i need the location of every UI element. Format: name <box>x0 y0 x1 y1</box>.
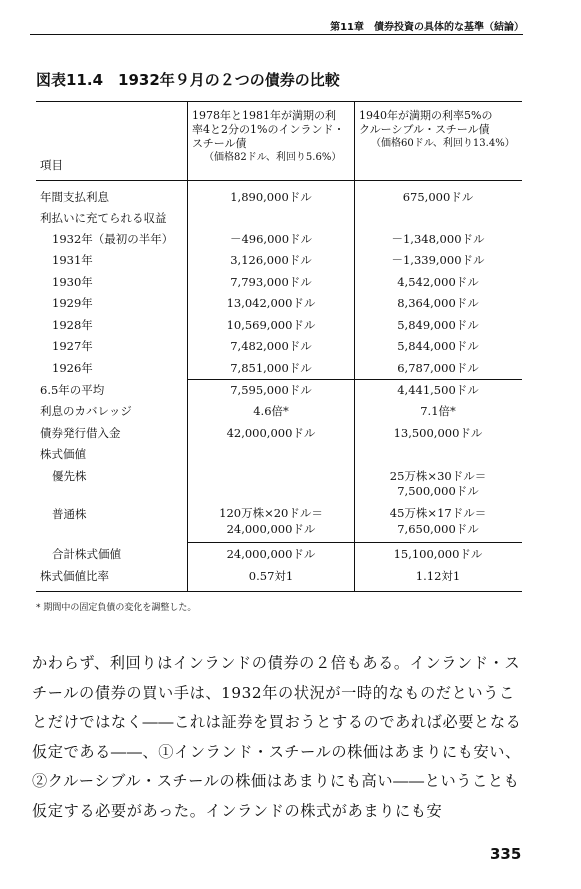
col1-value: 120万株×20ドル＝ <box>219 506 323 520</box>
row-label: 1930年 <box>52 275 93 289</box>
col1-value: 7,793,000ドル <box>230 275 312 289</box>
col1-header-line: 1978年と1981年が満期の利 <box>192 109 336 122</box>
col2-value: 15,100,000ドル <box>393 547 483 561</box>
table-header-rule <box>36 180 522 181</box>
col2-value: 4,542,000ドル <box>397 275 479 289</box>
running-header: 第11章 債券投資の具体的な基準（結論） <box>330 22 524 33</box>
col2-value: 6,787,000ドル <box>397 361 479 375</box>
item-header: 項目 <box>40 158 63 172</box>
col1-value: 4.6倍* <box>253 404 289 418</box>
col2-value: 45万株×17ドル＝ <box>389 506 487 520</box>
col1-value: 7,595,000ドル <box>230 383 312 397</box>
row-label: 1929年 <box>52 296 93 310</box>
col1-value: 24,000,000ドル <box>226 547 316 561</box>
col1-value: 0.57対1 <box>248 569 294 583</box>
col1-value: －496,000ドル <box>229 232 313 246</box>
col1-header-line: スチール債 <box>192 137 247 150</box>
page-number: 335 <box>490 845 522 863</box>
col2-value: 675,000ドル <box>402 190 474 204</box>
col1-header-line: 率4と2分の1%のインランド・ <box>192 123 345 136</box>
row-label: 株式価値比率 <box>40 569 109 583</box>
col1-value: 1,890,000ドル <box>230 190 312 204</box>
figure-title: 図表11.4 1932年９月の２つの債券の比較 <box>36 71 340 89</box>
col2-header-line: 1940年が満期の利率5%の <box>359 109 493 122</box>
col1-value: 24,000,000ドル <box>226 522 316 536</box>
row-label: 合計株式価値 <box>52 547 121 561</box>
row-label: 普通株 <box>52 507 87 521</box>
row-label: 6.5年の平均 <box>40 383 105 397</box>
col2-value: 4,441,500ドル <box>397 383 479 397</box>
row-label: 1926年 <box>52 361 93 375</box>
row-label: 利払いに充てられる収益 <box>40 211 167 225</box>
row-label: 年間支払利息 <box>40 190 109 204</box>
col2-value: 7,500,000ドル <box>397 484 479 498</box>
row-label: 1931年 <box>52 253 93 267</box>
col1-value: 7,482,000ドル <box>230 339 312 353</box>
col2-header-sub: （価格60ドル、利回り13.4%） <box>371 138 515 149</box>
col2-value: 25万株×30ドル＝ <box>389 469 487 483</box>
col2-value: 1.12対1 <box>415 569 461 583</box>
col2-header-line: クルーシブル・スチール債 <box>359 123 490 136</box>
table-top-rule <box>36 101 522 102</box>
col1-value: 3,126,000ドル <box>230 253 312 267</box>
col2-value: 5,849,000ドル <box>397 318 479 332</box>
row-label: 1928年 <box>52 318 93 332</box>
col2-value: 7,650,000ドル <box>397 522 479 536</box>
row-label: 株式価値 <box>40 447 86 461</box>
col1-header-sub: （価格82ドル、利回り5.6%） <box>204 152 342 163</box>
total-rule <box>187 542 522 543</box>
row-label: 利息のカバレッジ <box>40 404 132 418</box>
body-paragraph: かわらず、利回りはインランドの債券の２倍もある。インランド・スチールの債券の買い手は、1932年の状況が一時的なものだということだけではなく――これは証券を買おうとするのであれば必要となる仮定である――、①インランド・スチールの株価はあまりにも安い、②クルーシブル・スチールの株価はあまりにも高い――ということも仮定する必要があった。インランドの株式があまりにも安 <box>32 654 522 820</box>
col2-value: 13,500,000ドル <box>393 426 483 440</box>
row-label: 1927年 <box>52 339 93 353</box>
row-label: 1932年（最初の半年） <box>52 232 174 246</box>
header-rule <box>30 34 523 35</box>
col1-value: 10,569,000ドル <box>226 318 316 332</box>
col2-value: －1,348,000ドル <box>391 232 485 246</box>
col1-value: 7,851,000ドル <box>230 361 312 375</box>
col1-value: 42,000,000ドル <box>226 426 316 440</box>
footnote: * 期間中の固定負債の変化を調整した。 <box>36 603 197 613</box>
col2-value: －1,339,000ドル <box>391 253 485 267</box>
row-label: 債券発行借入金 <box>40 426 121 440</box>
col2-value: 7.1倍* <box>420 404 456 418</box>
average-rule <box>187 379 522 380</box>
col2-header <box>359 109 519 151</box>
row-label: 優先株 <box>52 469 87 483</box>
col1-header <box>192 109 352 165</box>
col2-value: 5,844,000ドル <box>397 339 479 353</box>
col2-value: 8,364,000ドル <box>397 296 479 310</box>
table-bottom-rule <box>36 591 522 592</box>
col1-value: 13,042,000ドル <box>226 296 316 310</box>
